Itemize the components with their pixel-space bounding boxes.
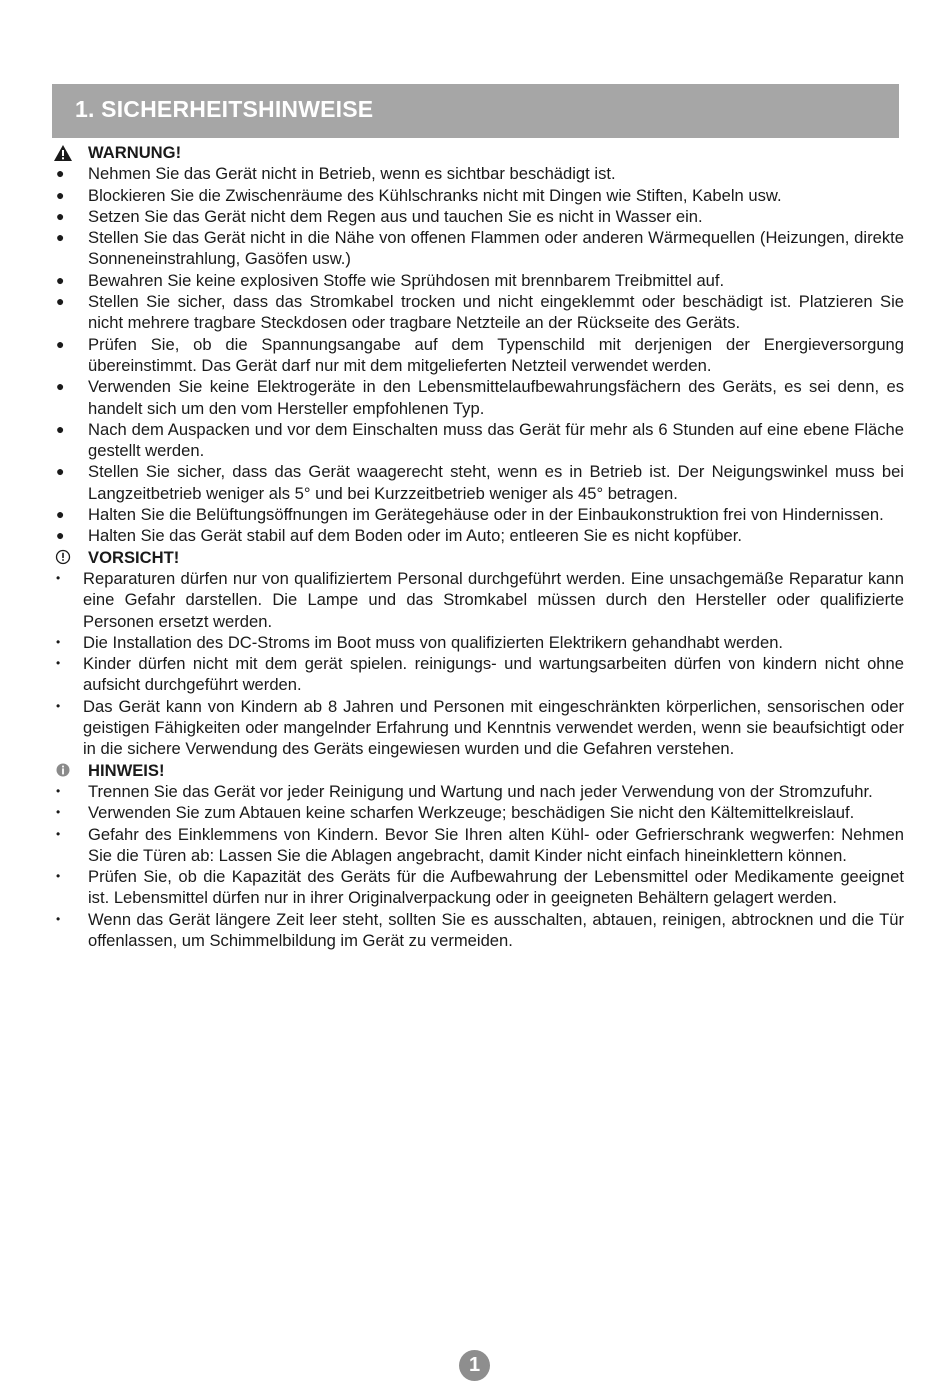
list-item: • Das Gerät kann von Kindern ab 8 Jahren und Personen mit eingeschränkten körperlichen, sensorischen oder geistigen Fähigkeiten oder mangelnder Erfahrung und Kenntnis verwendet werden, wenn sie beaufsichtigt oder in die sichere Verwendung des Geräts eingewiesen wurden und die Gefahren verstehen.	[56, 696, 904, 759]
list-item: ● Prüfen Sie, ob die Spannungsangabe auf dem Typenschild mit derjenigen der Energieversorgung übereinstimmt. Das Gerät darf nur mit dem mitgelieferten Netzteil verwendet werden.	[56, 334, 904, 375]
bullet: ●	[56, 271, 65, 288]
list-item: ● Nach dem Auspacken und vor dem Einschalten muss das Gerät für mehr als 6 Stunden auf eine ebene Fläche gestellt werden.	[56, 419, 904, 461]
bullet: ●	[56, 229, 65, 246]
list-item: ● Bewahren Sie keine explosiven Stoffe wie Sprühdosen mit brennbarem Treibmittel auf.	[56, 270, 725, 290]
list-item: ● Stellen Sie sicher, dass das Gerät waagerecht steht, wenn es in Betrieb ist. Der Neigungswinkel muss bei Langzeitbetrieb weniger als 5° und bei Kurzzeitbetrieb weniger als 45° betragen.	[56, 462, 904, 503]
bullet: ●	[56, 207, 65, 224]
vorsicht-list	[52, 568, 904, 760]
list-item: ● Nehmen Sie das Gerät nicht in Betrieb, wenn es sichtbar beschädigt ist.	[56, 164, 616, 184]
hinweis-heading	[52, 760, 904, 781]
list-item: ● Verwenden Sie keine Elektrogeräte in den Lebensmittelaufbewahrungsfächern des Geräts, es sei denn, es handelt sich um den vom Hersteller empfohlenen Typ.	[56, 377, 904, 418]
bullet: ●	[56, 165, 65, 182]
section-header-bar	[52, 84, 899, 138]
bullet: •	[56, 634, 61, 649]
list-item: • Wenn das Gerät längere Zeit leer steht, sollten Sie es ausschalten, abtauen, reinigen, abtrocknen und die Tür offenlassen, um Schimmelbildung im Gerät zu vermeiden.	[56, 909, 904, 950]
list-item: • Verwenden Sie zum Abtauen keine scharfen Werkzeuge; beschädigen Sie nicht den Kältemittelkreislauf.	[56, 803, 855, 823]
list-item: ● Blockieren Sie die Zwischenräume des Kühlschranks nicht mit Dingen wie Stiften, Kabeln usw.	[56, 185, 782, 205]
list-item: ● Stellen Sie das Gerät nicht in die Nähe von offenen Flammen oder anderen Wärmequellen (Heizungen, direkte Sonneneinstrahlung, Gasöfen usw.)	[56, 228, 904, 269]
bullet: •	[56, 911, 61, 926]
list-item: • Die Installation des DC-Stroms im Boot muss von qualifizierten Elektrikern gehandhabt werden.	[56, 632, 784, 652]
bullet: ●	[56, 420, 65, 437]
bullet: ●	[56, 506, 65, 523]
page-number-badge: 1	[459, 1350, 490, 1381]
info-circle-icon	[52, 760, 74, 781]
list-item: • Kinder dürfen nicht mit dem gerät spielen. reinigungs- und wartungsarbeiten dürfen von kindern nicht ohne aufsicht durchgeführt werden.	[56, 654, 904, 695]
caution-circle-icon	[52, 547, 74, 568]
bullet: •	[56, 570, 61, 585]
warnung-label: WARNUNG!	[88, 143, 182, 162]
bullet: •	[56, 805, 61, 820]
bullet: •	[56, 656, 61, 671]
list-item: • Gefahr des Einklemmens von Kindern. Bevor Sie Ihren alten Kühl- oder Gefrierschrank wegwerfen: Nehmen Sie die Türen ab: Lassen Sie die Ablagen angebracht, damit Kinder nicht einfach hineinklettern können.	[56, 824, 904, 865]
hinweis-list	[52, 781, 904, 951]
list-item: ● Halten Sie das Gerät stabil auf dem Boden oder im Auto; entleeren Sie es nicht kopfüber.	[56, 526, 743, 546]
warnung-heading	[52, 142, 904, 163]
list-item: • Trennen Sie das Gerät vor jeder Reinigung und Wartung und nach jeder Verwendung von der Stromzufuhr.	[56, 781, 873, 801]
bullet: •	[56, 783, 61, 798]
bullet: ●	[56, 335, 65, 352]
bullet: ●	[56, 463, 65, 480]
bullet: ●	[56, 186, 65, 203]
list-item: ● Stellen Sie sicher, dass das Stromkabel trocken und nicht eingeklemmt oder beschädigt ist. Platzieren Sie nicht mehrere tragbare Steckdosen oder tragbare Netzteile an der Rückseite des Geräts.	[56, 292, 904, 333]
bullet: •	[56, 869, 61, 884]
bullet: ●	[56, 527, 65, 544]
bullet: •	[56, 826, 61, 841]
list-item: • Prüfen Sie, ob die Kapazität des Geräts für die Aufbewahrung der Lebensmittel oder Medikamente geeignet ist. Lebensmittel dürfen nur in ihrer Originalverpackung oder in geeigneten Behältern gelagert werden.	[56, 867, 904, 908]
bullet: ●	[56, 293, 65, 310]
vorsicht-label: VORSICHT!	[88, 547, 180, 567]
list-item: • Reparaturen dürfen nur von qualifiziertem Personal durchgeführt werden. Eine unsachgemäße Reparatur kann eine Gefahr darstellen. Die Lampe und das Stromkabel müssen durch den Hersteller oder qualifizierte Personen ersetzt werden.	[56, 568, 904, 631]
vorsicht-heading	[52, 547, 904, 568]
warnung-list	[52, 163, 904, 546]
list-item: ● Setzen Sie das Gerät nicht dem Regen aus und tauchen Sie es nicht in Wasser ein.	[56, 206, 703, 226]
bullet: •	[56, 698, 61, 713]
safety-content	[52, 142, 904, 951]
section-title: 1. SICHERHEITSHINWEISE	[75, 96, 374, 122]
hinweis-label: HINWEIS!	[88, 760, 165, 780]
list-item: ● Halten Sie die Belüftungsöffnungen im Gerätegehäuse oder in der Einbaukonstruktion frei von Hindernissen.	[56, 505, 884, 525]
bullet: ●	[56, 378, 65, 395]
warning-triangle-icon	[52, 142, 74, 163]
